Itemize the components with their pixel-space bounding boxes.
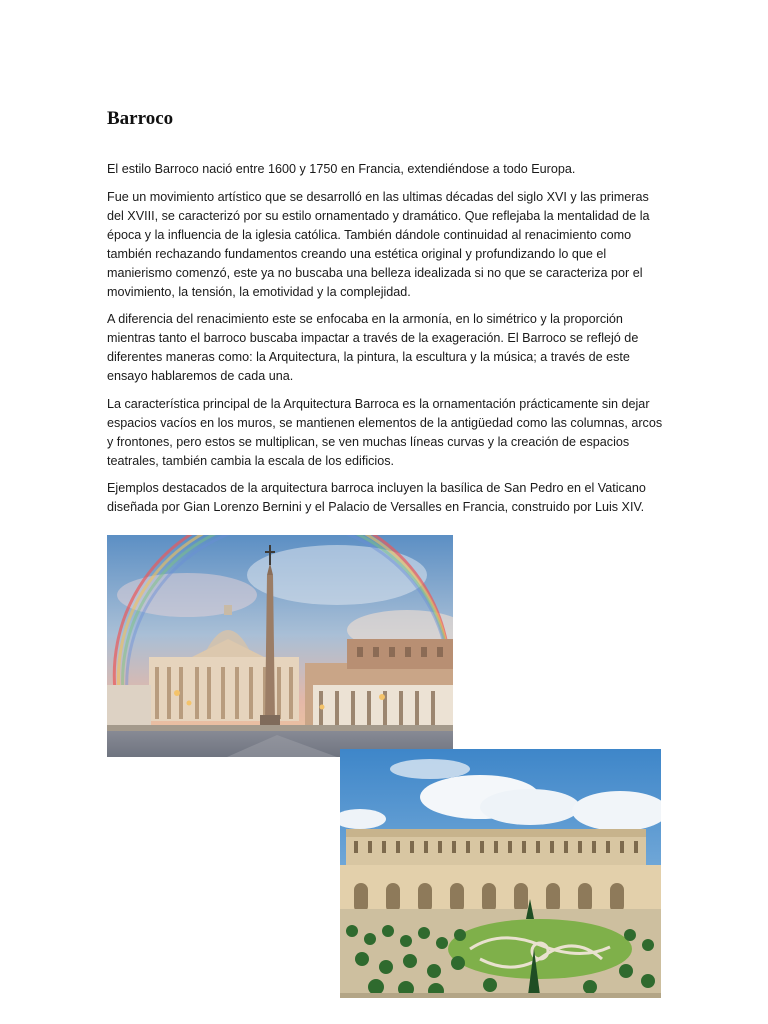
- paragraph: A diferencia del renacimiento este se enfocaba en la armonía, en lo simétrico y la proporción mientras tanto el barroco buscaba impactar a través de la exageración. El Barroco se reflejó de diferentes maneras como: la Arquitectura, la pintura, la escultura y la música; a través de este ensayo hablaremos de cada una.: [107, 312, 639, 383]
- st-peters-basilica-photo: [107, 535, 453, 757]
- document-title: Barroco: [107, 108, 174, 129]
- paragraph: El estilo Barroco nació entre 1600 y 1750 en Francia, extendiéndose a todo Europa.: [107, 162, 576, 176]
- paragraph: Ejemplos destacados de la arquitectura barroca incluyen la basílica de San Pedro en el Vaticano diseñada por Gian Lorenzo Bernini y el Palacio de Versalles en Francia, construido por Luis XIV.: [107, 481, 646, 514]
- paragraph: La característica principal de la Arquitectura Barroca es la ornamentación prácticamente sin dejar espacios vacíos en los muros, se mantienen elementos de la antigüedad como las columnas, arcos y frontones, pero estos se multiplican, se ven muchas líneas curvas y la creación de espacios teatrales, también cambia la escala de los edificios.: [107, 396, 663, 468]
- versailles-palace-photo: [340, 749, 661, 998]
- document-body: [107, 160, 663, 526]
- paragraph: Fue un movimiento artístico que se desarrolló en las ultimas décadas del siglo XVI y las primeras del XVIII, se caracterizó por su estilo ornamentado y dramático. Que reflejaba la mentalidad de la época y la influencia de la iglesia católica. También dándole continuidad al renacimiento como también rechazando fundamentos creando una estética original y profundizando lo que el manierismo comenzó, este ya no buscaba una belleza idealizada si no que se caracteriza por el movimiento, la tensión, la emotividad y la complejidad.: [107, 189, 650, 299]
